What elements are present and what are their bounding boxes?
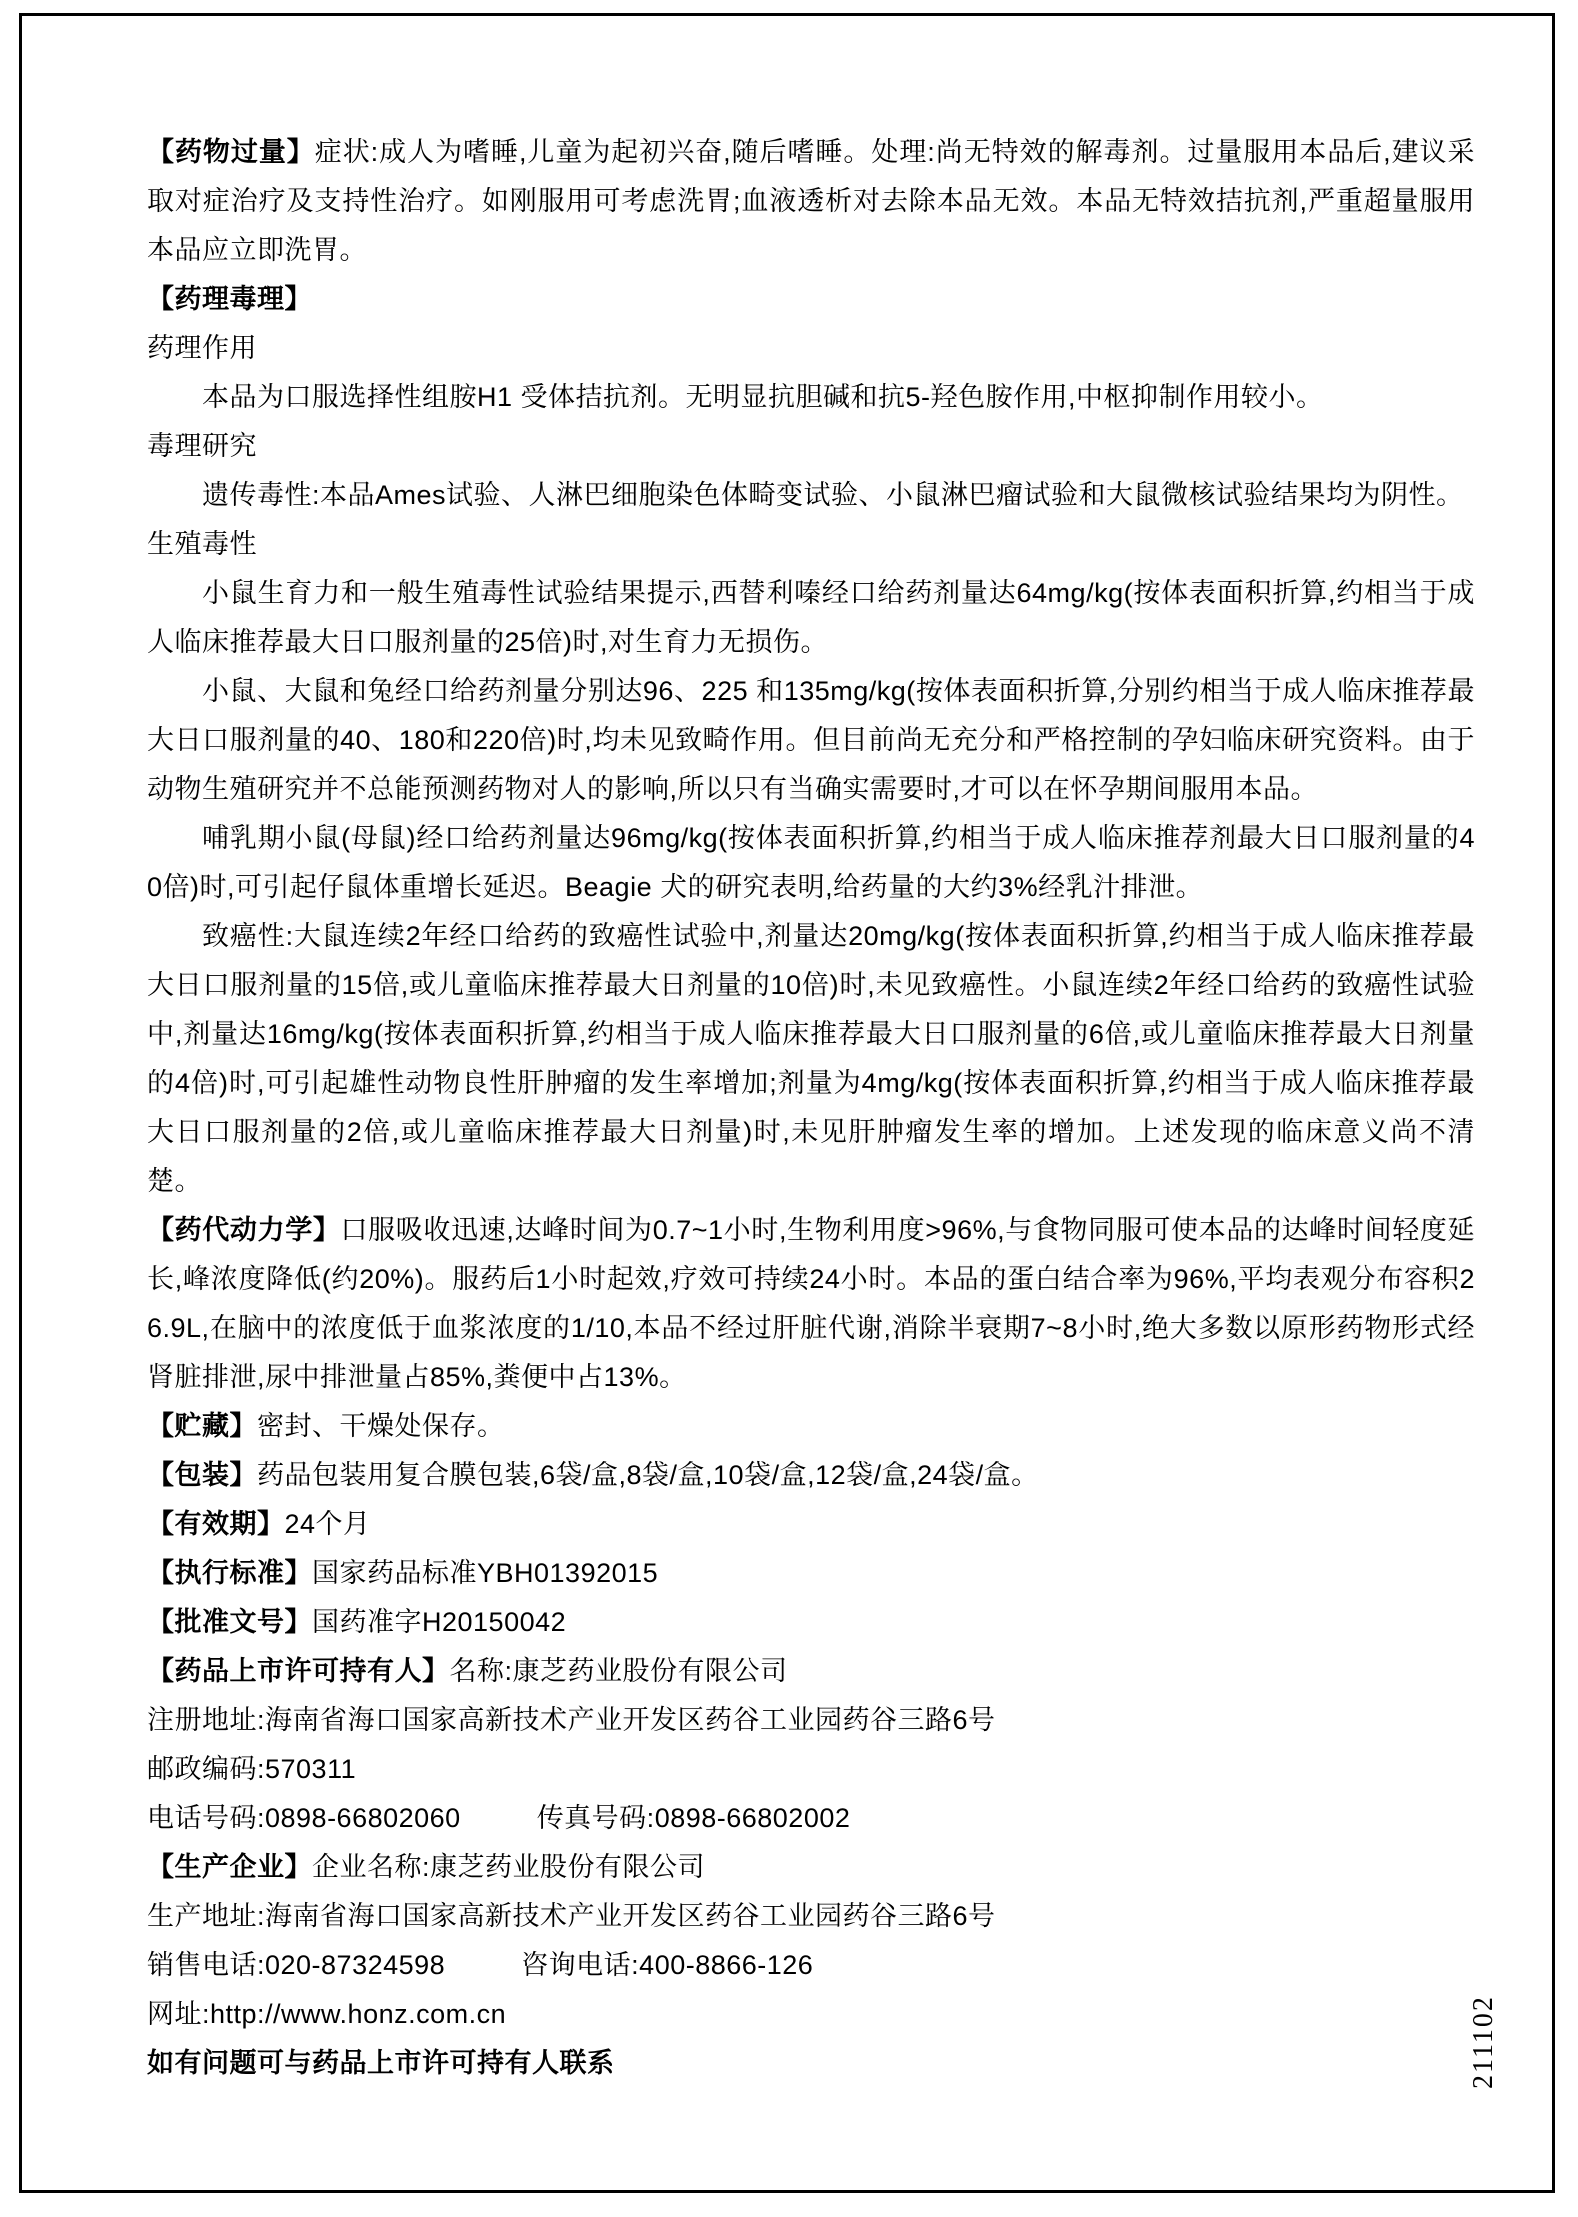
text-run: 药理作用 bbox=[147, 333, 257, 363]
text-run: 24个月 bbox=[284, 1509, 371, 1539]
section-label: 【药代动力学】 bbox=[147, 1215, 341, 1245]
paragraph bbox=[147, 422, 1475, 471]
document-body bbox=[147, 128, 1475, 2088]
paragraph bbox=[147, 128, 1475, 275]
text-run: 传真号码:0898-66802002 bbox=[536, 1803, 851, 1833]
text-run: 哺乳期小鼠(母鼠)经口给药剂量达96mg/kg(按体表面积折算,约相当于成人临床推荐剂最大日口服剂量的40倍)时,可引起仔鼠体重增长延迟。Beagie 犬的研究表明,给药量的大约3%经乳汁排泄。 bbox=[147, 823, 1475, 902]
section-label: 【批准文号】 bbox=[147, 1607, 312, 1637]
section-label: 【有效期】 bbox=[147, 1509, 285, 1539]
paragraph bbox=[147, 1451, 1475, 1500]
paragraph bbox=[147, 912, 1475, 1206]
footer-note bbox=[147, 2039, 1475, 2088]
text-run: 生殖毒性 bbox=[147, 529, 257, 559]
paragraph bbox=[147, 1941, 1475, 1990]
section-label: 如有问题可与药品上市许可持有人联系 bbox=[147, 2048, 615, 2078]
text-run: 电话号码:0898-66802060 bbox=[147, 1803, 461, 1833]
section-label: 【生产企业】 bbox=[147, 1852, 312, 1882]
paragraph bbox=[147, 1696, 1475, 1745]
paragraph bbox=[147, 1745, 1475, 1794]
text-run: 咨询电话:400-8866-126 bbox=[521, 1950, 814, 1980]
paragraph bbox=[147, 1843, 1475, 1892]
paragraph bbox=[147, 569, 1475, 667]
paragraph bbox=[147, 373, 1475, 422]
text-run: 小鼠生育力和一般生殖毒性试验结果提示,西替利嗪经口给药剂量达64mg/kg(按体表面积折算,约相当于成人临床推荐最大日口服剂量的25倍)时,对生育力无损伤。 bbox=[147, 578, 1475, 657]
text-run: 国家药品标准YBH01392015 bbox=[312, 1558, 659, 1588]
section-label: 【药品上市许可持有人】 bbox=[147, 1656, 450, 1686]
text-run: 销售电话:020-87324598 bbox=[147, 1950, 446, 1980]
paragraph bbox=[147, 324, 1475, 373]
paragraph bbox=[147, 1647, 1475, 1696]
text-run: 企业名称:康芝药业股份有限公司 bbox=[312, 1852, 706, 1882]
text-run: 药品包装用复合膜包装,6袋/盒,8袋/盒,10袋/盒,12袋/盒,24袋/盒。 bbox=[257, 1460, 1039, 1490]
text-run: 生产地址:海南省海口国家高新技术产业开发区药谷工业园药谷三路6号 bbox=[147, 1901, 996, 1931]
paragraph bbox=[147, 1206, 1475, 1402]
section-label: 【药理毒理】 bbox=[147, 284, 312, 314]
paragraph bbox=[147, 814, 1475, 912]
paragraph bbox=[147, 1402, 1475, 1451]
paragraph bbox=[147, 1500, 1475, 1549]
text-run: 国药准字H20150042 bbox=[312, 1607, 567, 1637]
paragraph bbox=[147, 275, 1475, 324]
paragraph bbox=[147, 1892, 1475, 1941]
section-label: 【贮藏】 bbox=[147, 1411, 257, 1441]
paragraph bbox=[147, 1549, 1475, 1598]
section-label: 【包装】 bbox=[147, 1460, 257, 1490]
paragraph bbox=[147, 667, 1475, 814]
paragraph bbox=[147, 1990, 1475, 2039]
text-run: 本品为口服选择性组胺H1 受体拮抗剂。无明显抗胆碱和抗5-羟色胺作用,中枢抑制作用较小。 bbox=[202, 382, 1324, 412]
text-run: 网址:http://www.honz.com.cn bbox=[147, 1999, 507, 2029]
section-label: 【执行标准】 bbox=[147, 1558, 312, 1588]
text-run: 邮政编码:570311 bbox=[147, 1754, 357, 1784]
paragraph bbox=[147, 1598, 1475, 1647]
section-label: 【药物过量】 bbox=[147, 137, 315, 167]
paragraph bbox=[147, 471, 1475, 520]
text-run: 名称:康芝药业股份有限公司 bbox=[449, 1656, 788, 1686]
text-run: 遗传毒性:本品Ames试验、人淋巴细胞染色体畸变试验、小鼠淋巴瘤试验和大鼠微核试验结果均为阴性。 bbox=[202, 480, 1464, 510]
paragraph bbox=[147, 1794, 1475, 1843]
text-run: 口服吸收迅速,达峰时间为0.7~1小时,生物利用度>96%,与食物同服可使本品的达峰时间轻度延长,峰浓度降低(约20%)。服药后1小时起效,疗效可持续24小时。本品的蛋白结合率为96%,平均表观分布容积26.9L,在脑中的浓度低于血浆浓度的1/10,本品不经过肝脏代谢,消除半衰期7~8小时,绝大多数以原形药物形式经肾脏排泄,尿中排泄量占85%,粪便中占13%。 bbox=[147, 1215, 1475, 1392]
text-run: 致癌性:大鼠连续2年经口给药的致癌性试验中,剂量达20mg/kg(按体表面积折算,约相当于成人临床推荐最大日口服剂量的15倍,或儿童临床推荐最大日剂量的10倍)时,未见致癌性。小鼠连续2年经口给药的致癌性试验中,剂量达16mg/kg(按体表面积折算,约相当于成人临床推荐最大日口服剂量的6倍,或儿童临床推荐最大日剂量的4倍)时,可引起雄性动物良性肝肿瘤的发生率增加;剂量为4mg/kg(按体表面积折算,约相当于成人临床推荐最大日口服剂量的2倍,或儿童临床推荐最大日剂量)时,未见肝肿瘤发生率的增加。上述发现的临床意义尚不清楚。 bbox=[147, 921, 1475, 1196]
text-run: 小鼠、大鼠和兔经口给药剂量分别达96、225 和135mg/kg(按体表面积折算,分别约相当于成人临床推荐最大日口服剂量的40、180和220倍)时,均未见致畸作用。但目前尚无充分和严格控制的孕妇临床研究资料。由于动物生殖研究并不总能预测药物对人的影响,所以只有当确实需要时,才可以在怀孕期间服用本品。 bbox=[147, 676, 1475, 804]
text-run: 密封、干燥处保存。 bbox=[257, 1411, 505, 1441]
text-run: 毒理研究 bbox=[147, 431, 257, 461]
batch-code: 211102 bbox=[1468, 1995, 1499, 2089]
paragraph bbox=[147, 520, 1475, 569]
text-run: 症状:成人为嗜睡,儿童为起初兴奋,随后嗜睡。处理:尚无特效的解毒剂。过量服用本品后,建议采取对症治疗及支持性治疗。如刚服用可考虑洗胃;血液透析对去除本品无效。本品无特效拮抗剂,严重超量服用本品应立即洗胃。 bbox=[147, 137, 1475, 265]
text-run: 注册地址:海南省海口国家高新技术产业开发区药谷工业园药谷三路6号 bbox=[147, 1705, 996, 1735]
